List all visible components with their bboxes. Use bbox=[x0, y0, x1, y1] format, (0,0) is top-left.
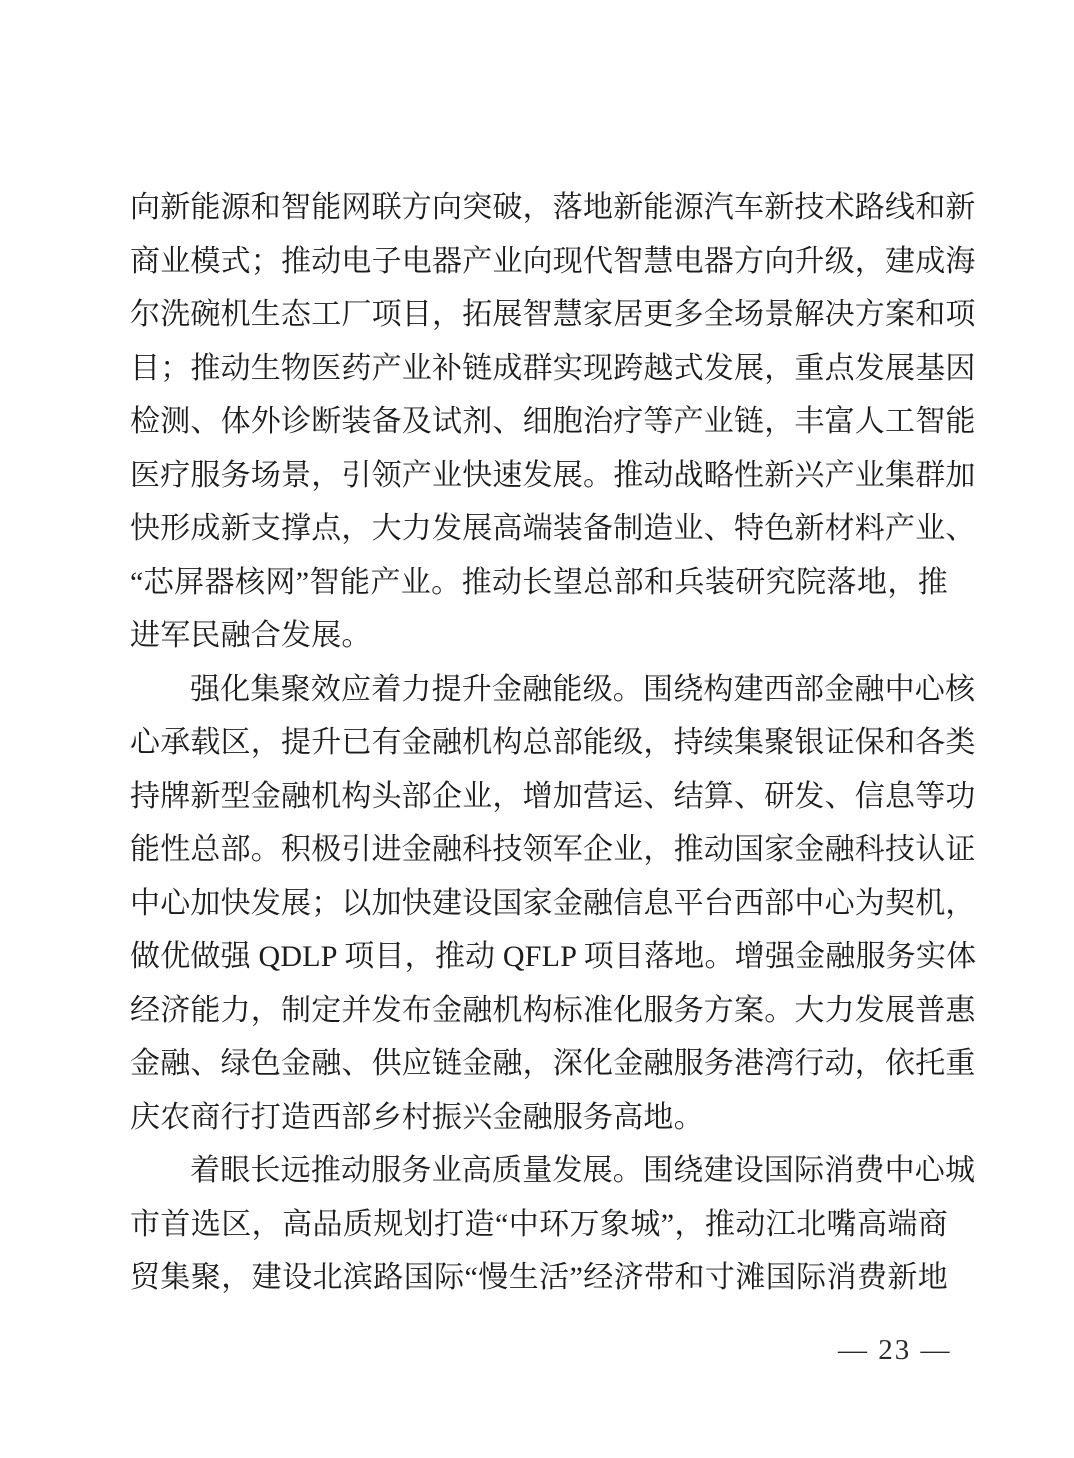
text-line: 金融、绿色金融、供应链金融，深化金融服务港湾行动，依托重 bbox=[130, 1047, 976, 1080]
text-line: 医疗服务场景，引领产业快速发展。推动战略性新兴产业集群加 bbox=[130, 458, 976, 492]
text-line: 能性总部。积极引进金融科技领军企业，推动国家金融科技认证 bbox=[130, 833, 976, 866]
text-line: 做优做强 QDLP 项目，推动 QFLP 项目落地。增强金融服务实体 bbox=[130, 940, 977, 973]
page-number: — 23 — bbox=[838, 1334, 952, 1366]
text-line: 市首选区，高品质规划打造“中环万象城”，推动江北嘴高端商 bbox=[130, 1207, 948, 1241]
text-line: 目；推动生物医药产业补链成群实现跨越式发展，重点发展基因 bbox=[130, 351, 976, 385]
text-line: 中心加快发展；以加快建设国家金融信息平台西部中心为契机， bbox=[130, 886, 976, 920]
text-line: 快形成新支撑点，大力发展高端装备制造业、特色新材料产业、 bbox=[130, 512, 976, 545]
text-line: “芯屏器核网”智能产业。推动长望总部和兵装研究院落地，推 bbox=[130, 565, 948, 599]
text-line: 经济能力，制定并发布金融机构标准化服务方案。大力发展普惠 bbox=[130, 993, 976, 1027]
text-line: 进军民融合发展。 bbox=[130, 619, 372, 652]
text-line: 庆农商行打造西部乡村振兴金融服务高地。 bbox=[130, 1100, 704, 1134]
text-line: 商业模式；推动电子电器产业向现代智慧电器方向升级，建成海 bbox=[130, 244, 976, 278]
paragraph bbox=[130, 181, 976, 663]
text-line: 强化集聚效应着力提升金融能级。围绕构建西部金融中心核 bbox=[190, 672, 976, 706]
body-text bbox=[130, 181, 977, 1305]
text-line: 检测、体外诊断装备及试剂、细胞治疗等产业链，丰富人工智能 bbox=[130, 405, 976, 438]
text-line: 贸集聚，建设北滨路国际“慢生活”经济带和寸滩国际消费新地 bbox=[130, 1261, 948, 1294]
text-line: 向新能源和智能网联方向突破，落地新能源汽车新技术路线和新 bbox=[130, 191, 976, 224]
paragraph bbox=[130, 663, 977, 1145]
text-line: 着眼长远推动服务业高质量发展。围绕建设国际消费中心城 bbox=[190, 1154, 976, 1187]
text-line: 尔洗碗机生态工厂项目，拓展智慧家居更多全场景解决方案和项 bbox=[130, 298, 976, 331]
text-line: 持牌新型金融机构头部企业，增加营运、结算、研发、信息等功 bbox=[130, 779, 976, 813]
text-line: 心承载区，提升已有金融机构总部能级，持续集聚银证保和各类 bbox=[130, 726, 976, 759]
paragraph bbox=[130, 1144, 976, 1305]
